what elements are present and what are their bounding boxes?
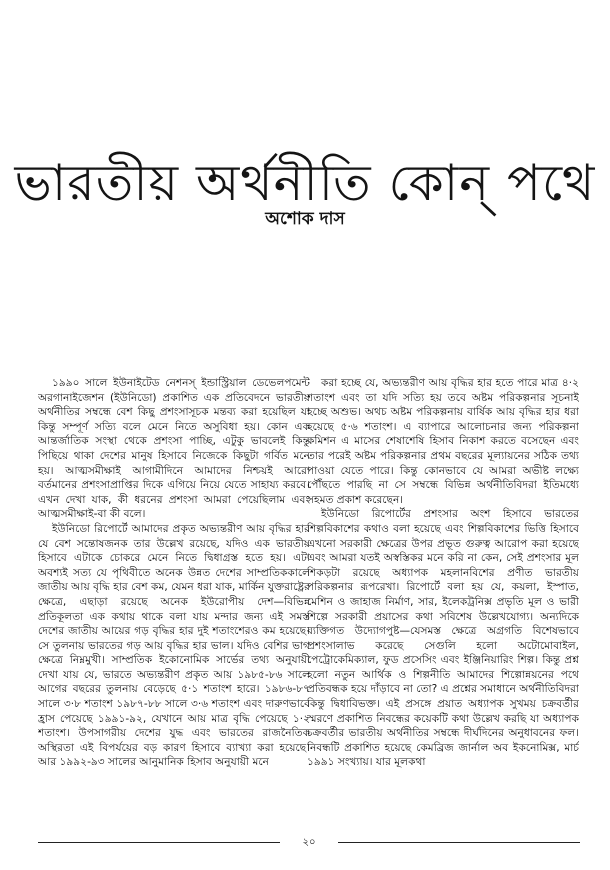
page-number: ২০ xyxy=(302,837,316,848)
footer-rule-right xyxy=(338,842,580,843)
left-column xyxy=(38,376,310,834)
paragraph: করা হচ্ছে যে, অভ্যন্তরীণ আয় বৃদ্ধির হার হতে পারে মাত্র ৪·২ শতাংশ এবং তা যদি সত্যি হয় তবে অষ্টম পরিকল্পনার সূচনাই হচ্ছে অশুভ। অথচ অষ্টম পরিকল্পনায় বার্ষিক আয় বৃদ্ধির হার ধরা হয়েছে ৫·৬ শতাংশ। এ ব্যাপারে আলোচনার জন্য পরিকল্পনা কমিশন এ মাসের শেষাশেষি হিসাব নিকাশ করতে বসেছেন এবং তার পরেই অষ্টম পরিকল্পনার প্রথম বছরের মূল্যায়নের সঠিক তথ্য পাওয়া যেতে পারে। কিন্তু কোনভাবে যে আমরা অভীষ্ট লক্ষ্যে পৌঁছতে পারছি না সে সম্বন্ধে বিভিন্ন অর্থনীতিবিদরা ইতিমধ্যে সহমত প্রকাশ করেছেন। xyxy=(307,377,579,506)
paragraph: ইউনিডো রিপোর্টে আমাদের প্রকৃত অভ্যন্তরীণ আয় বৃদ্ধির হার যে বেশ সন্তোষজনক তার উল্লেখ রয়েছে, যদিও এক ভারতীয় হিসাবে এটাকে চোকরে মেনে নিতে দ্বিধাগ্রস্ত হতে হয়। এটা অবশ্যই সত্য যে পৃথিবীতে অনেক উন্নত দেশের সাম্প্রতিককালে জাতীয় আয় বৃদ্ধি হার বেশ কম, যেমন ধরা যাক, মার্কিন যুক্তরাষ্ট্রের ক্ষেত্রে, এছাড়া রয়েছে অনেক ইউরোপীয় দেশ—বিভিন্ন প্রতিকূলতা এক কথায় থাকে বলা যায় মন্দার জন্য এই সমস্ত দেশের জাতীয় আয়ের গড় বৃদ্ধির হার দুই শতাংশেরও কম হয়েছে। সে তুলনায় ভারতের গড় আয় বৃদ্ধির হার ভাল। যদিও বেশির ভাগ ক্ষেত্রে নিম্নমুখী। সাম্প্রতিক ইকোনোমিক সার্ভের তথ্য অনুযায়ী দেখা যায় যে, ভারতে অভ্যন্তরীণ প্রকৃত আয় ১৯৮৫-৮৬ সালে আগের বছরের তুলনায় বেড়েছে ৫·১ শতাংশ হারে। ১৯৮৬-৮৭ সালে ৩·৮ শতাংশ ১৯৮৭-৮৮ সালে ৩·৬ শতাংশ এবং দারুণভাবে হ্রাস পেয়েছে ১৯৯১-৯২, যেখানে আয় মাত্র বৃদ্ধি পেয়েছে ১·২ শতাংশ। উপসাগরীয় দেশের যুদ্ধ এবং ভারতের রাজনৈতিক অস্থিরতা এই বিপর্যয়ের বড় কারণ হিসাবে ব্যাখ্যা করা হয়েছে। আর ১৯৯২-৯৩ সালের আনুমানিক হিসাব অনুযায়ী মনে xyxy=(38,522,310,769)
article-author: অশোক দাস xyxy=(265,209,345,229)
page-footer xyxy=(38,836,580,850)
article-title: ভারতীয় অর্থনীতি কোন্ পথে xyxy=(14,153,596,212)
paragraph: ১৯৯০ সালে ইউনাইটেড নেশনস্ ইন্ডাস্ট্রিয়াল ডেভেলপমেন্ট অরগানাইজেশন (ইউনিডো) প্রকাশিত এক প্রতিবেদনে ভারতীয় অর্থনীতির সম্বন্ধে বেশ কিছু প্রশংসাসূচক মন্তব্য করা হয়েছিল যা কিন্তু সম্পূর্ণ সত্যি বলে মেনে নিতে অসুবিধা হয়। কোন এক আন্তর্জাতিক সংস্থা থেকে প্রশংসা পাচ্ছি, এটুকু ভাবলেই কিন্তু পিছিয়ে থাকা দেশের মানুষ হিসাবে নিজেকে কিছুটা গর্বিত মনে হয়। আত্মসমীক্ষাই আগামীদিনে আমাদের নিশ্চয়ই আরো বর্তমানের প্রশংসাপ্রাপ্তির দিকে এগিয়ে নিয়ে যেতে সাহায্য করবে। এখন দেখা যাক, কী ধরনের প্রশংসা আমরা পেয়েছিলাম এবং আত্মসমীক্ষাই-বা কী বলে। xyxy=(38,377,310,521)
paragraph: ইউনিডো রিপোর্টের প্রশংসার অংশ হিসাবে ভারতের শিল্পবিকাশের কথাও বলা হয়েছে এবং শিল্পবিকাশের ভিত্তি হিসাবে এখনো সরকারী ক্ষেত্রের উপর প্রভূত গুরুত্ব আরোপ করা হয়েছে এবং আমরা যতই অস্বস্তিকর মনে করি না কেন, সেই প্রশংসার মূল শিকড়টা রয়েছে অধ্যাপক মহলানবিশের প্রণীত ভারতীয় পরিকল্পনার রূপরেখা। রিপোর্টে বলা হয় যে, কয়লা, ইস্পাত, মেশিন ও জাহাজ নির্মাণ, সার, ইলেকট্রনিক্স প্রভৃতি মূল ও ভারী শিল্পে সরকারী প্রয়াসের কথা সবিশেষ উল্লেখযোগ্য। অন্যদিকে ব্যক্তিগত উদ্যোগপুষ্ট—যেসমস্ত ক্ষেত্রে অগ্রগতি বিশেষভাবে প্রশংসালাভ করেছে সেগুলি হলো অটোমোবাইল, পেট্রোকেমিক্যাল, ফুড প্রসেসিং এবং ইঞ্জিনিয়ারিং শিল্প। কিন্তু প্রশ্ন হলো নতুন আর্থিক ও শিল্পনীতি আমাদের শিল্পোন্নয়নের পথে প্রতিবন্ধক হয়ে দাঁড়াবে না তো? এ প্রশ্নের সমাধানে অর্থনীতিবিদরা কিন্তু দ্বিধাবিভক্ত। এই প্রসঙ্গে প্রয়াত অধ্যাপক সুখময় চক্রবর্তীর স্মরণে প্রকাশিত নিবন্ধের কয়েকটি কথা উল্লেখ করছি যা অধ্যাপক চক্রবর্তীর ভারতীয় অর্থনীতির সম্বন্ধে দীর্ঘদিনের অনুধাবনের ফল। নিবন্ধটি প্রকাশিত হয়েছে কেমব্রিজ জার্নাল অব ইকনোমিক্স, মার্চ ১৯৯১ সংখ্যায়। যার মূলকথা xyxy=(307,508,579,769)
right-column xyxy=(307,376,579,834)
